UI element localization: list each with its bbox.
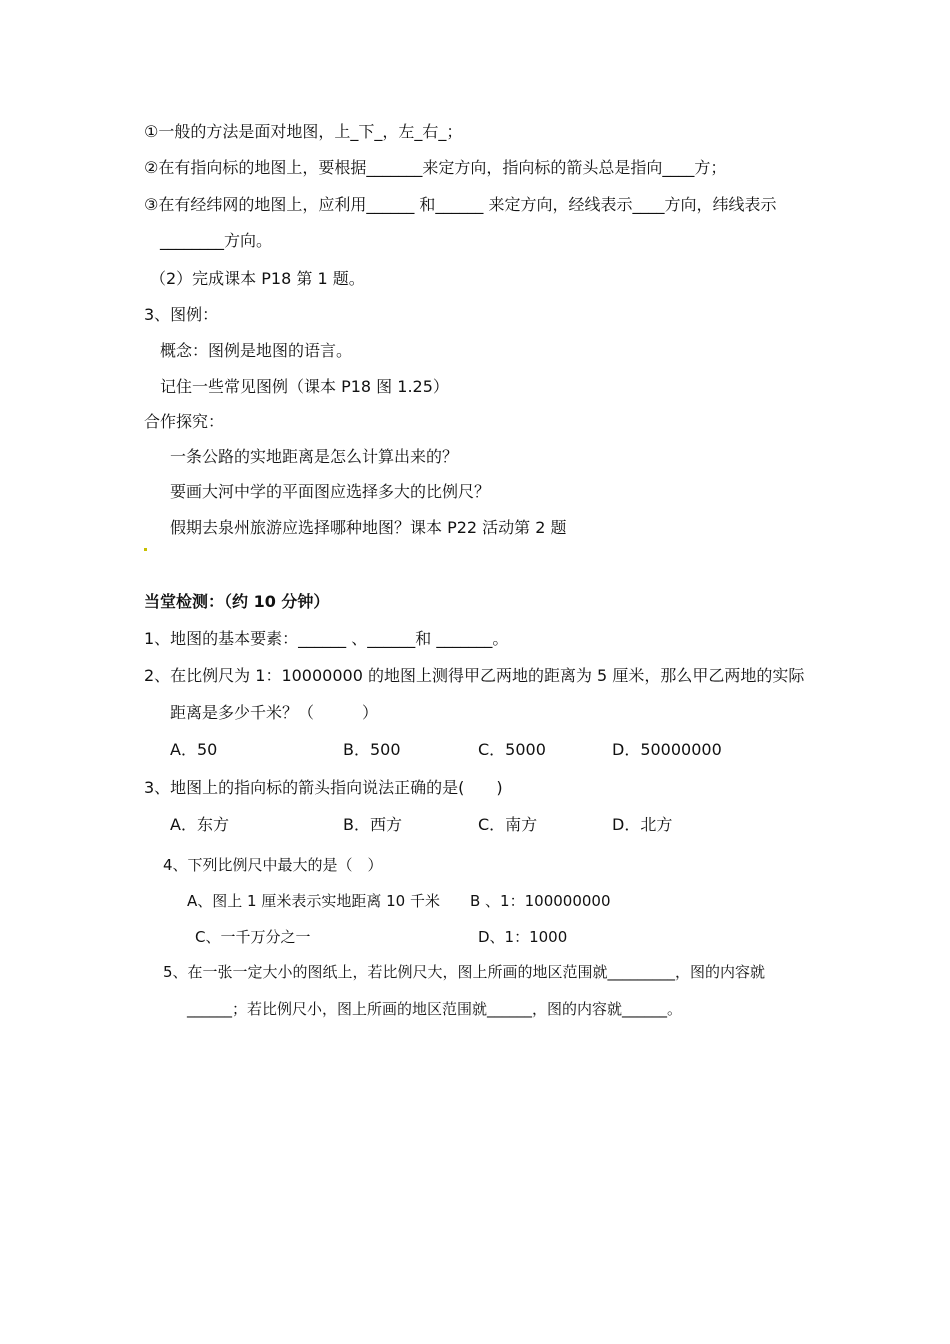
speck-mark (144, 548, 147, 551)
q2-option-d: D．50000000 (612, 740, 722, 759)
test-question-3: 3、地图上的指向标的箭头指向说法正确的是( ) (144, 778, 503, 797)
q4-option-c: C、一千万分之一 (195, 928, 311, 946)
q2-option-a: A．50 (170, 740, 218, 759)
test-question-2-continued: 距离是多少千米？（ ） (170, 703, 379, 722)
test-question-1: 1、地图的基本要素：______ 、______和 _______。 (144, 629, 509, 648)
method-3: ③在有经纬网的地图上，应利用______ 和______ 来定方向，经线表示____方向，纬线表示 (144, 195, 777, 214)
method-1: ①一般的方法是面对地图，上_下_，左_右_； (144, 122, 463, 141)
cooperation-heading: 合作探究： (144, 412, 225, 431)
q2-option-c: C．5000 (478, 740, 546, 759)
q3-option-d: D．北方 (612, 815, 673, 834)
cooperation-question-1: 一条公路的实地距离是怎么计算出来的？ (170, 447, 459, 466)
q3-option-b: B．西方 (343, 815, 402, 834)
legend-remember: 记住一些常见图例（课本 P18 图 1.25） (160, 377, 449, 396)
q4-option-d: D、1：1000 (478, 928, 568, 946)
test-question-2: 2、在比例尺为 1：10000000 的地图上测得甲乙两地的距离为 5 厘米，那么甲乙两地的实际 (144, 666, 805, 685)
test-question-5: 5、在一张一定大小的图纸上，若比例尺大，图上所画的地区范围就_________，图的内容就 (163, 963, 766, 981)
legend-concept: 概念：图例是地图的语言。 (160, 341, 353, 360)
q4-option-b: B 、1：100000000 (470, 892, 611, 910)
method-3-continued: ________方向。 (160, 231, 273, 250)
q4-option-a: A、图上 1 厘米表示实地距离 10 千米 (187, 892, 440, 910)
task-textbook: （2）完成课本 P18 第 1 题。 (150, 269, 365, 288)
method-2: ②在有指向标的地图上，要根据_______来定方向，指向标的箭头总是指向____方； (144, 158, 727, 177)
test-question-5-continued: ______；若比例尺小，图上所画的地区范围就______，图的内容就______。 (187, 1000, 683, 1018)
q2-option-b: B．500 (343, 740, 401, 759)
test-title: 当堂检测：（约 10 分钟） (144, 592, 330, 611)
test-question-4: 4、下列比例尺中最大的是（ ） (163, 856, 383, 874)
q3-option-a: A．东方 (170, 815, 229, 834)
legend-heading: 3、图例： (144, 305, 219, 324)
q3-option-c: C．南方 (478, 815, 538, 834)
cooperation-question-3: 假期去泉州旅游应选择哪种地图？课本 P22 活动第 2 题 (170, 518, 567, 537)
cooperation-question-2: 要画大河中学的平面图应选择多大的比例尺？ (170, 482, 491, 501)
